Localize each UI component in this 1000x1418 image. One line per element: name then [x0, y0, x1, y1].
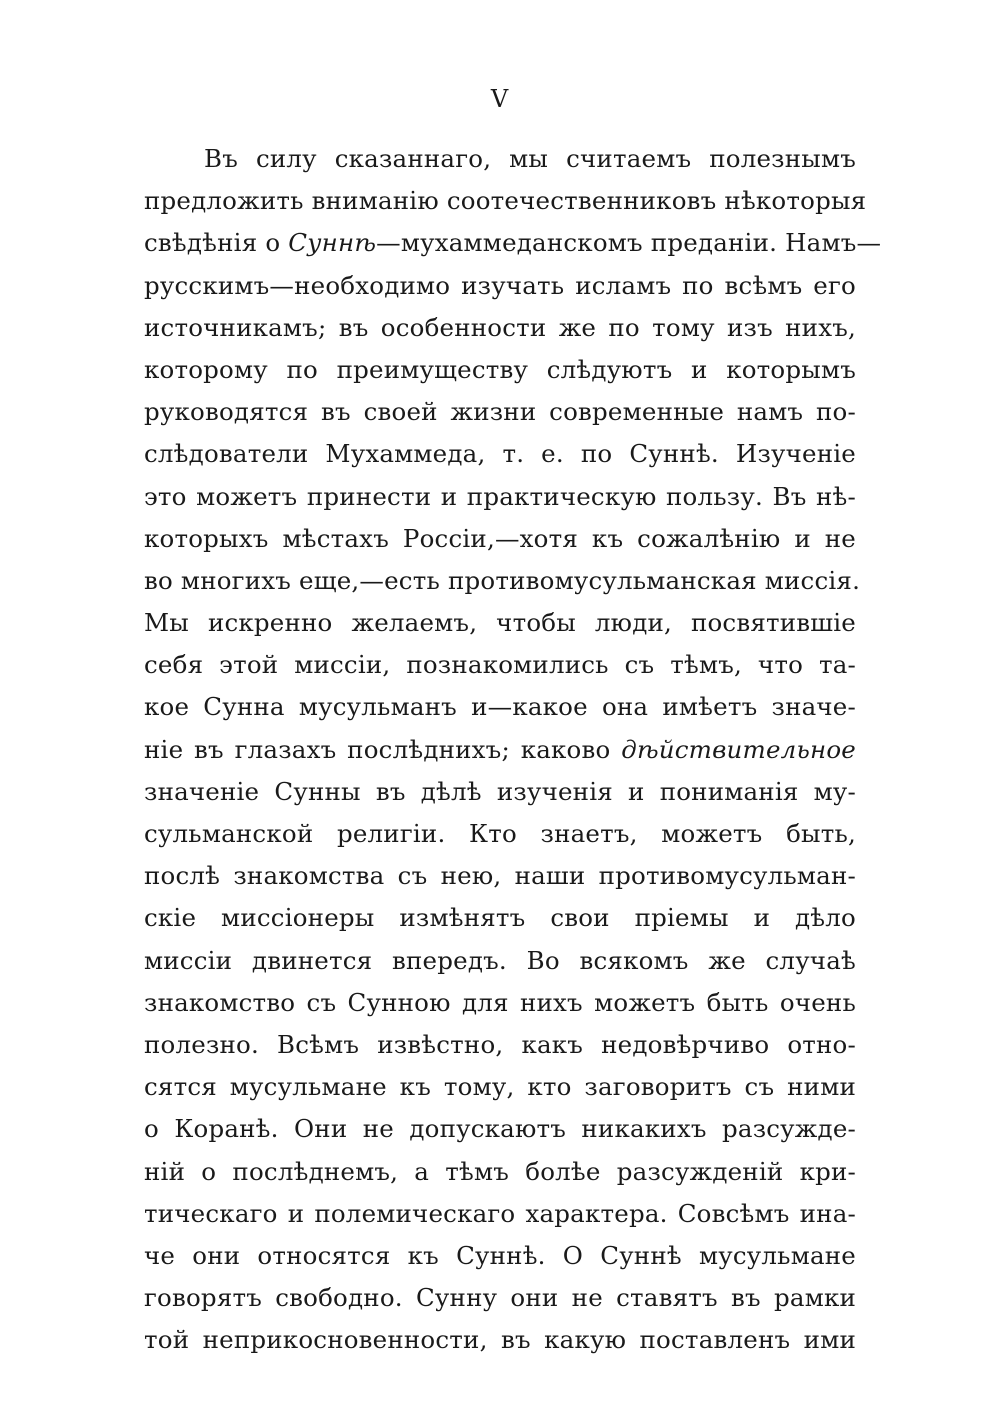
text-line: той неприкосновенности, въ какую поставленъ ими: [144, 1325, 856, 1355]
text-line: полезно. Всѣмъ извѣстно, какъ недовѣрчиво отно-: [144, 1029, 856, 1059]
text-line: знакомство съ Сунною для нихъ можетъ быть очень: [144, 987, 856, 1017]
text-line: Въ силу сказаннаго, мы считаемъ полезнымъ: [204, 144, 856, 173]
text-line: Мы искренно желаемъ, чтобы люди, посвятившіе: [144, 608, 856, 638]
text-line: [144, 222, 882, 264]
text-line: которому по преимуществу слѣдуютъ и которымъ: [144, 354, 856, 384]
text-line: сульманской религіи. Кто знаетъ, можетъ быть,: [144, 819, 856, 848]
text-line: тическаго и полемическаго характера. Совсѣмъ ина-: [144, 1198, 856, 1228]
text-segment: ніе въ глазахъ послѣднихъ; каково: [144, 734, 622, 764]
text-line: послѣ знакомства съ нею, наши противомусульман-: [144, 861, 856, 891]
text-line: это можетъ принести и практическую пользу. Въ нѣ-: [144, 481, 856, 511]
text-line: которыхъ мѣстахъ Россіи,—хотя къ сожалѣнію и не: [144, 523, 856, 553]
text-line: кое Сунна мусульманъ и—какое она имѣетъ значе-: [144, 692, 856, 722]
text-line: предложить вниманію соотечественниковъ нѣкоторыя: [144, 186, 867, 216]
text-line: во многихъ еще,—есть противомусульманская миссія.: [144, 565, 861, 595]
text-line: [144, 729, 856, 771]
text-line: источникамъ; въ особенности же по тому изъ нихъ,: [144, 312, 856, 342]
body-text: [144, 138, 882, 1361]
text-line: че они относятся къ Суннѣ. О Суннѣ мусульмане: [144, 1240, 856, 1270]
text-line: значеніе Сунны въ дѣлѣ изученія и пониманія му-: [144, 776, 856, 806]
page-number: V: [490, 85, 510, 113]
text-line: русскимъ—необходимо изучать исламъ по всѣмъ его: [144, 270, 856, 300]
text-segment: —мухаммеданскомъ преданіи. Намъ—: [376, 228, 882, 258]
italic-term: дѣйствительное: [621, 734, 856, 764]
text-line: скіе миссіонеры измѣнятъ свои пріемы и дѣло: [144, 903, 856, 933]
text-line: о Коранѣ. Они не допускаютъ никакихъ разсужде-: [144, 1114, 856, 1144]
italic-term: Суннѣ: [288, 228, 377, 258]
text-line: ній о послѣднемъ, а тѣмъ болѣе разсужденій кри-: [144, 1156, 856, 1186]
text-line: руководятся въ своей жизни современные намъ по-: [144, 397, 856, 427]
text-line: говорятъ свободно. Сунну они не ставятъ въ рамки: [144, 1283, 856, 1313]
text-line: миссіи двинется впередъ. Во всякомъ же случаѣ: [144, 945, 856, 975]
text-line: себя этой миссіи, познакомились съ тѣмъ, что та-: [144, 650, 856, 680]
text-line: сятся мусульмане къ тому, кто заговоритъ съ ними: [144, 1072, 856, 1102]
text-line: слѣдователи Мухаммеда, т. е. по Суннѣ. Изученіе: [144, 439, 856, 469]
text-segment: свѣдѣнія о: [144, 228, 289, 258]
